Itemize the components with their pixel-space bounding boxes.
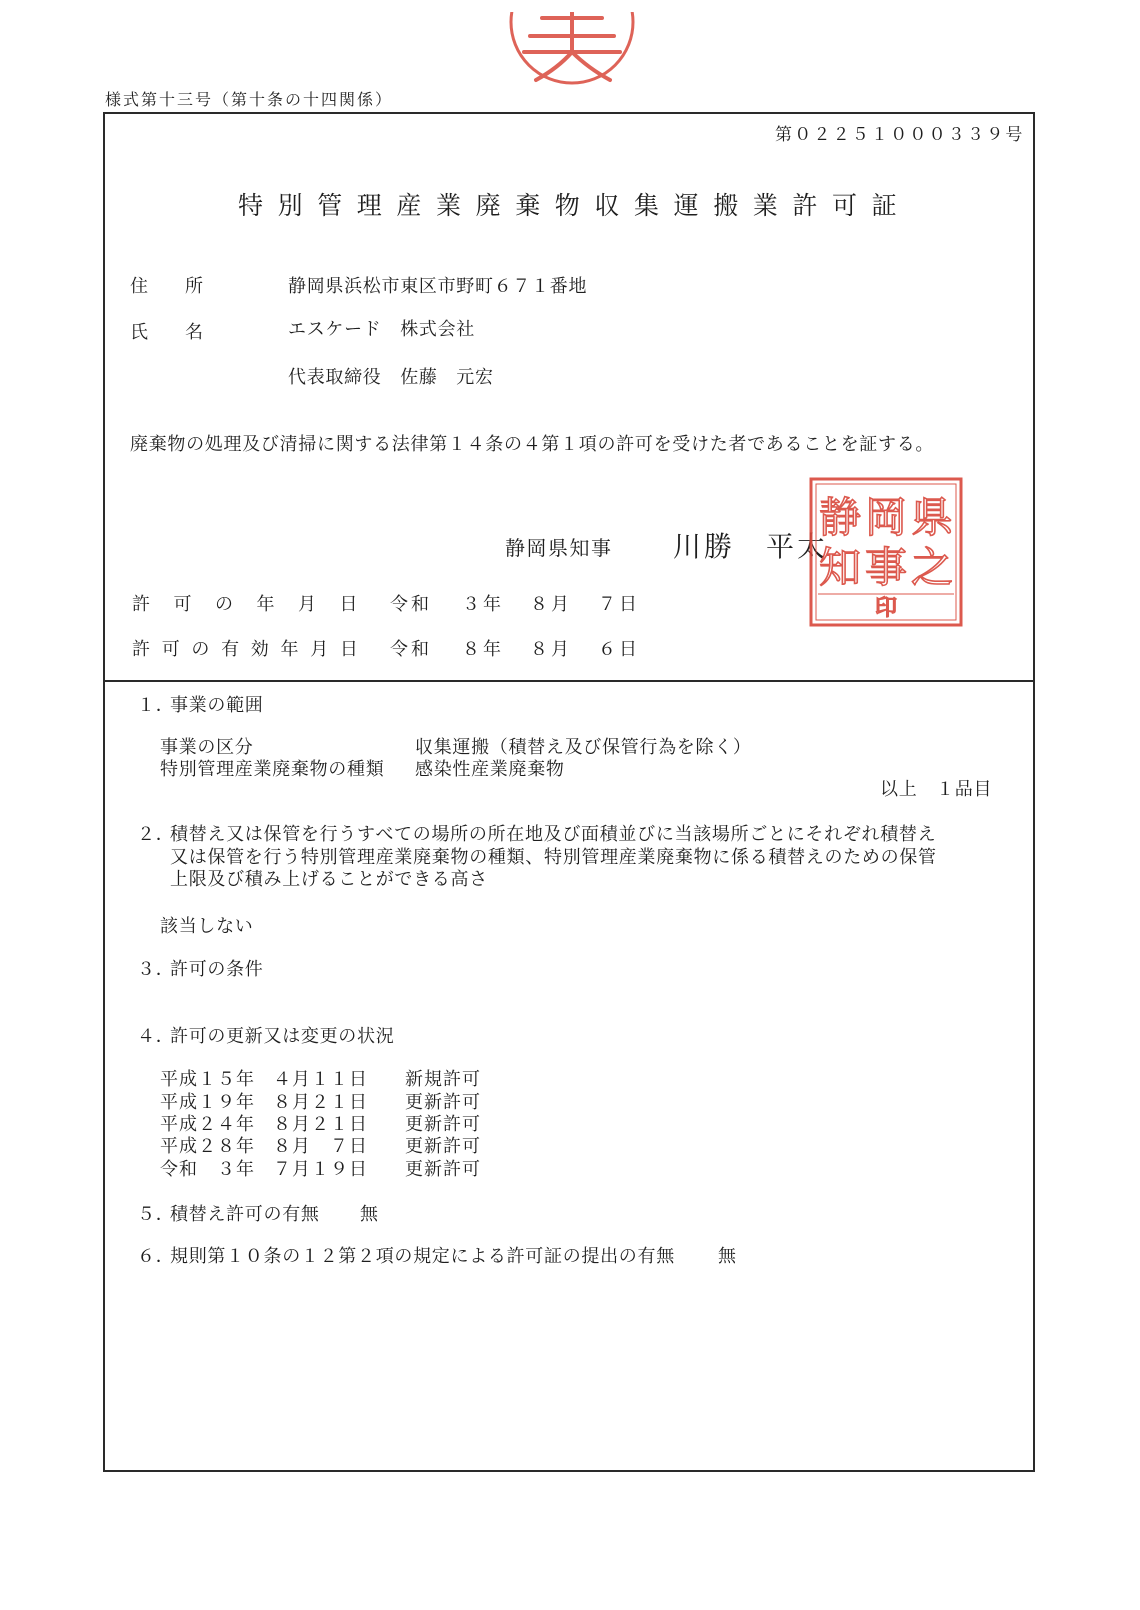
address-value: 静岡県浜松市東区市野町６７１番地 [288,276,588,297]
expiry-date-year: ８年 [462,639,504,660]
round-stamp-mark [524,12,620,80]
history-type: 新規許可 [405,1069,481,1090]
section-6-number: ６． [137,1246,175,1267]
section-3-title: 許可の条件 [170,959,264,980]
section-6-title: 規則第１０条の１２第２項の規定による許可証の提出の有無 [170,1246,675,1267]
section-6-value: 無 [718,1246,737,1267]
name-label: 氏名 [130,322,240,343]
address-label: 住所 [130,276,240,297]
seal-char: 之 [910,543,954,592]
history-year: 平成２４年 [160,1114,255,1135]
seal-char: 事 [864,543,908,592]
expiry-date-day: ６日 [598,639,640,660]
section-2-body: 該当しない [160,916,254,937]
permit-date-year: ３年 [462,594,504,615]
item-total: 以上 １品目 [880,779,993,800]
history-date: ４月１１日 [273,1069,368,1090]
company-name: エスケード 株式会社 [288,319,475,340]
issuer-title: 静岡県知事 [505,536,613,560]
seal-char: 岡 [864,493,908,542]
permit-date-month: ８月 [530,594,572,615]
section-2-line: 積替え又は保管を行うすべての場所の所在地及び面積並びに当該場所ごとにそれぞれ積替え [170,824,937,845]
document-title: 特別管理産業廃棄物収集運搬業許可証 [238,191,912,220]
section-1-title: 事業の範囲 [170,695,264,716]
section-4-number: ４． [137,1026,175,1047]
section-2-line: 又は保管を行う特別管理産業廃棄物の種類、特別管理産業廃棄物に係る積替えのための保管 [170,847,937,868]
history-date: ７月１９日 [273,1159,368,1180]
expiry-date-label: 許可の有効年月日 [132,639,370,660]
section-5-title: 積替え許可の有無 [170,1204,320,1225]
history-date: ８月 ７日 [273,1136,368,1157]
section-divider [103,680,1035,682]
round-stamp [500,12,650,87]
history-year: 平成２８年 [160,1136,255,1157]
history-type: 更新許可 [405,1114,481,1135]
history-date: ８月２１日 [273,1114,368,1135]
section-5-number: ５． [137,1204,175,1225]
history-date: ８月２１日 [273,1092,368,1113]
section-4-title: 許可の更新又は変更の状況 [170,1026,395,1047]
certification-statement: 廃棄物の処理及び清掃に関する法律第１４条の４第１項の許可を受けた者であることを証する。 [130,434,935,455]
representative: 代表取締役 佐藤 元宏 [288,367,494,388]
section-2-line: 上限及び積み上げることができる高さ [170,869,488,890]
business-category-value: 収集運搬（積替え及び保管行為を除く） [415,737,752,758]
section-2-number: ２． [137,824,175,845]
history-year: 平成１９年 [160,1092,255,1113]
seal-char: 知 [818,543,862,592]
permit-date-day: ７日 [598,594,640,615]
history-type: 更新許可 [405,1136,481,1157]
seal-char: 印 [874,596,898,621]
permit-date-era: 令和 [390,594,432,615]
waste-type-label: 特別管理産業廃棄物の種類 [160,759,385,780]
history-year: 令和 ３年 [160,1159,255,1180]
seal-char: 県 [910,493,954,542]
form-label: 様式第十三号（第十条の十四関係） [105,90,394,109]
issuer-name: 川勝 平太 [673,530,829,563]
history-type: 更新許可 [405,1092,481,1113]
permit-date-label: 許可の年月日 [132,594,381,615]
business-category-label: 事業の区分 [160,737,254,758]
seal-char: 静 [818,493,862,542]
section-5-value: 無 [360,1204,379,1225]
section-1-number: １． [137,695,175,716]
official-seal [806,474,966,630]
waste-type-value: 感染性産業廃棄物 [415,759,565,780]
history-type: 更新許可 [405,1159,481,1180]
section-3-number: ３． [137,959,175,980]
history-year: 平成１５年 [160,1069,255,1090]
expiry-date-era: 令和 [390,639,432,660]
permit-number: 第０２２５１０００３３９号 [775,125,1025,145]
expiry-date-month: ８月 [530,639,572,660]
